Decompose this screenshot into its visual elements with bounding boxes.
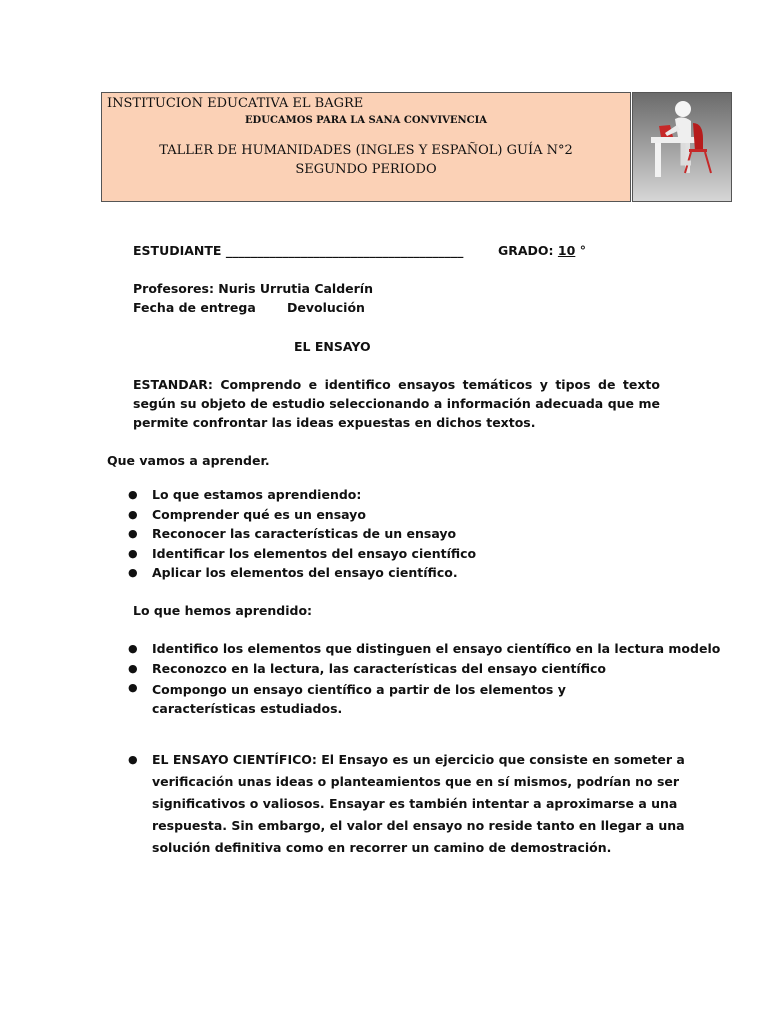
essay-line: EL ENSAYO CIENTÍFICO: El Ensayo es un ejercicio que consiste en someter a [152,752,685,767]
essay-line: solución definitiva como en recorrer un camino de demostración. [152,840,612,855]
student-at-desk-image [632,92,732,202]
bullet-icon: ● [128,753,138,766]
learn-heading: Que vamos a aprender. [107,453,270,468]
standard-paragraph: ESTANDAR: Comprendo e identifico ensayos temáticos y tipos de texto según su objeto de estudio seleccionando a información adecuada que me permite confrontar las ideas expuestas en dichos textos. [133,377,660,430]
due-date-label: Fecha de entrega [133,300,256,315]
grade-value: 10 [557,243,576,258]
return-label: Devolución [287,300,365,315]
document-title: EL ENSAYO [294,339,371,354]
bullet-icon: ● [128,566,138,579]
workshop-title: TALLER DE HUMANIDADES (INGLES Y ESPAÑOL) GUÍA N°2 [159,143,573,158]
bullet-icon: ● [128,507,138,521]
student-name-blank: ______________________________________ [225,243,464,258]
grade-degree-symbol: ° [579,243,586,258]
learned-heading: Lo que hemos aprendido: [133,603,313,618]
teachers-line: Profesores: Nuris Urrutia Calderín [133,281,373,296]
list-item-text: Reconozco en la lectura, las características del ensayo científico [152,660,606,676]
list-item-text: Identificar los elementos del ensayo científico [152,545,477,561]
period-title: SEGUNDO PERIODO [295,162,437,177]
bullet-icon: ● [128,488,138,501]
institution-name: INSTITUCION EDUCATIVA EL BAGRE [107,96,364,111]
essay-line: respuesta. Sin embargo, el valor del ensayo no reside tanto en llegar a una [152,818,685,833]
bullet-icon: ● [128,527,138,540]
bullet-icon: ● [128,681,138,694]
list-item-text: Comprender qué es un ensayo [152,506,366,522]
essay-line: significativos o valiosos. Ensayar es también intentar a aproximarse a una [152,796,678,811]
grade-field [498,243,586,258]
essay-line: verificación unas ideas o planteamientos que en sí mismos, podrían no ser [152,774,680,789]
motto: EDUCAMOS PARA LA SANA CONVIVENCIA [244,115,488,126]
grade-label: GRADO: [498,243,554,258]
student-figure-icon [633,93,732,202]
student-label [133,243,463,258]
list-item-text: Aplicar los elementos del ensayo científico. [152,565,458,580]
list-item-text: Lo que estamos aprendiendo: [152,487,362,502]
list-item-text: Identifico los elementos que distinguen el ensayo científico en la lectura modelo [152,641,721,656]
list-item-text: Reconocer las características de un ensayo [152,526,457,541]
bullet-icon: ● [128,546,138,560]
bullet-icon: ● [128,661,138,675]
bullet-icon: ● [128,642,138,655]
student-label-text: ESTUDIANTE [133,243,222,258]
list-item-text: Compongo un ensayo científico a partir de los elementos y características estudiados. [152,682,566,716]
